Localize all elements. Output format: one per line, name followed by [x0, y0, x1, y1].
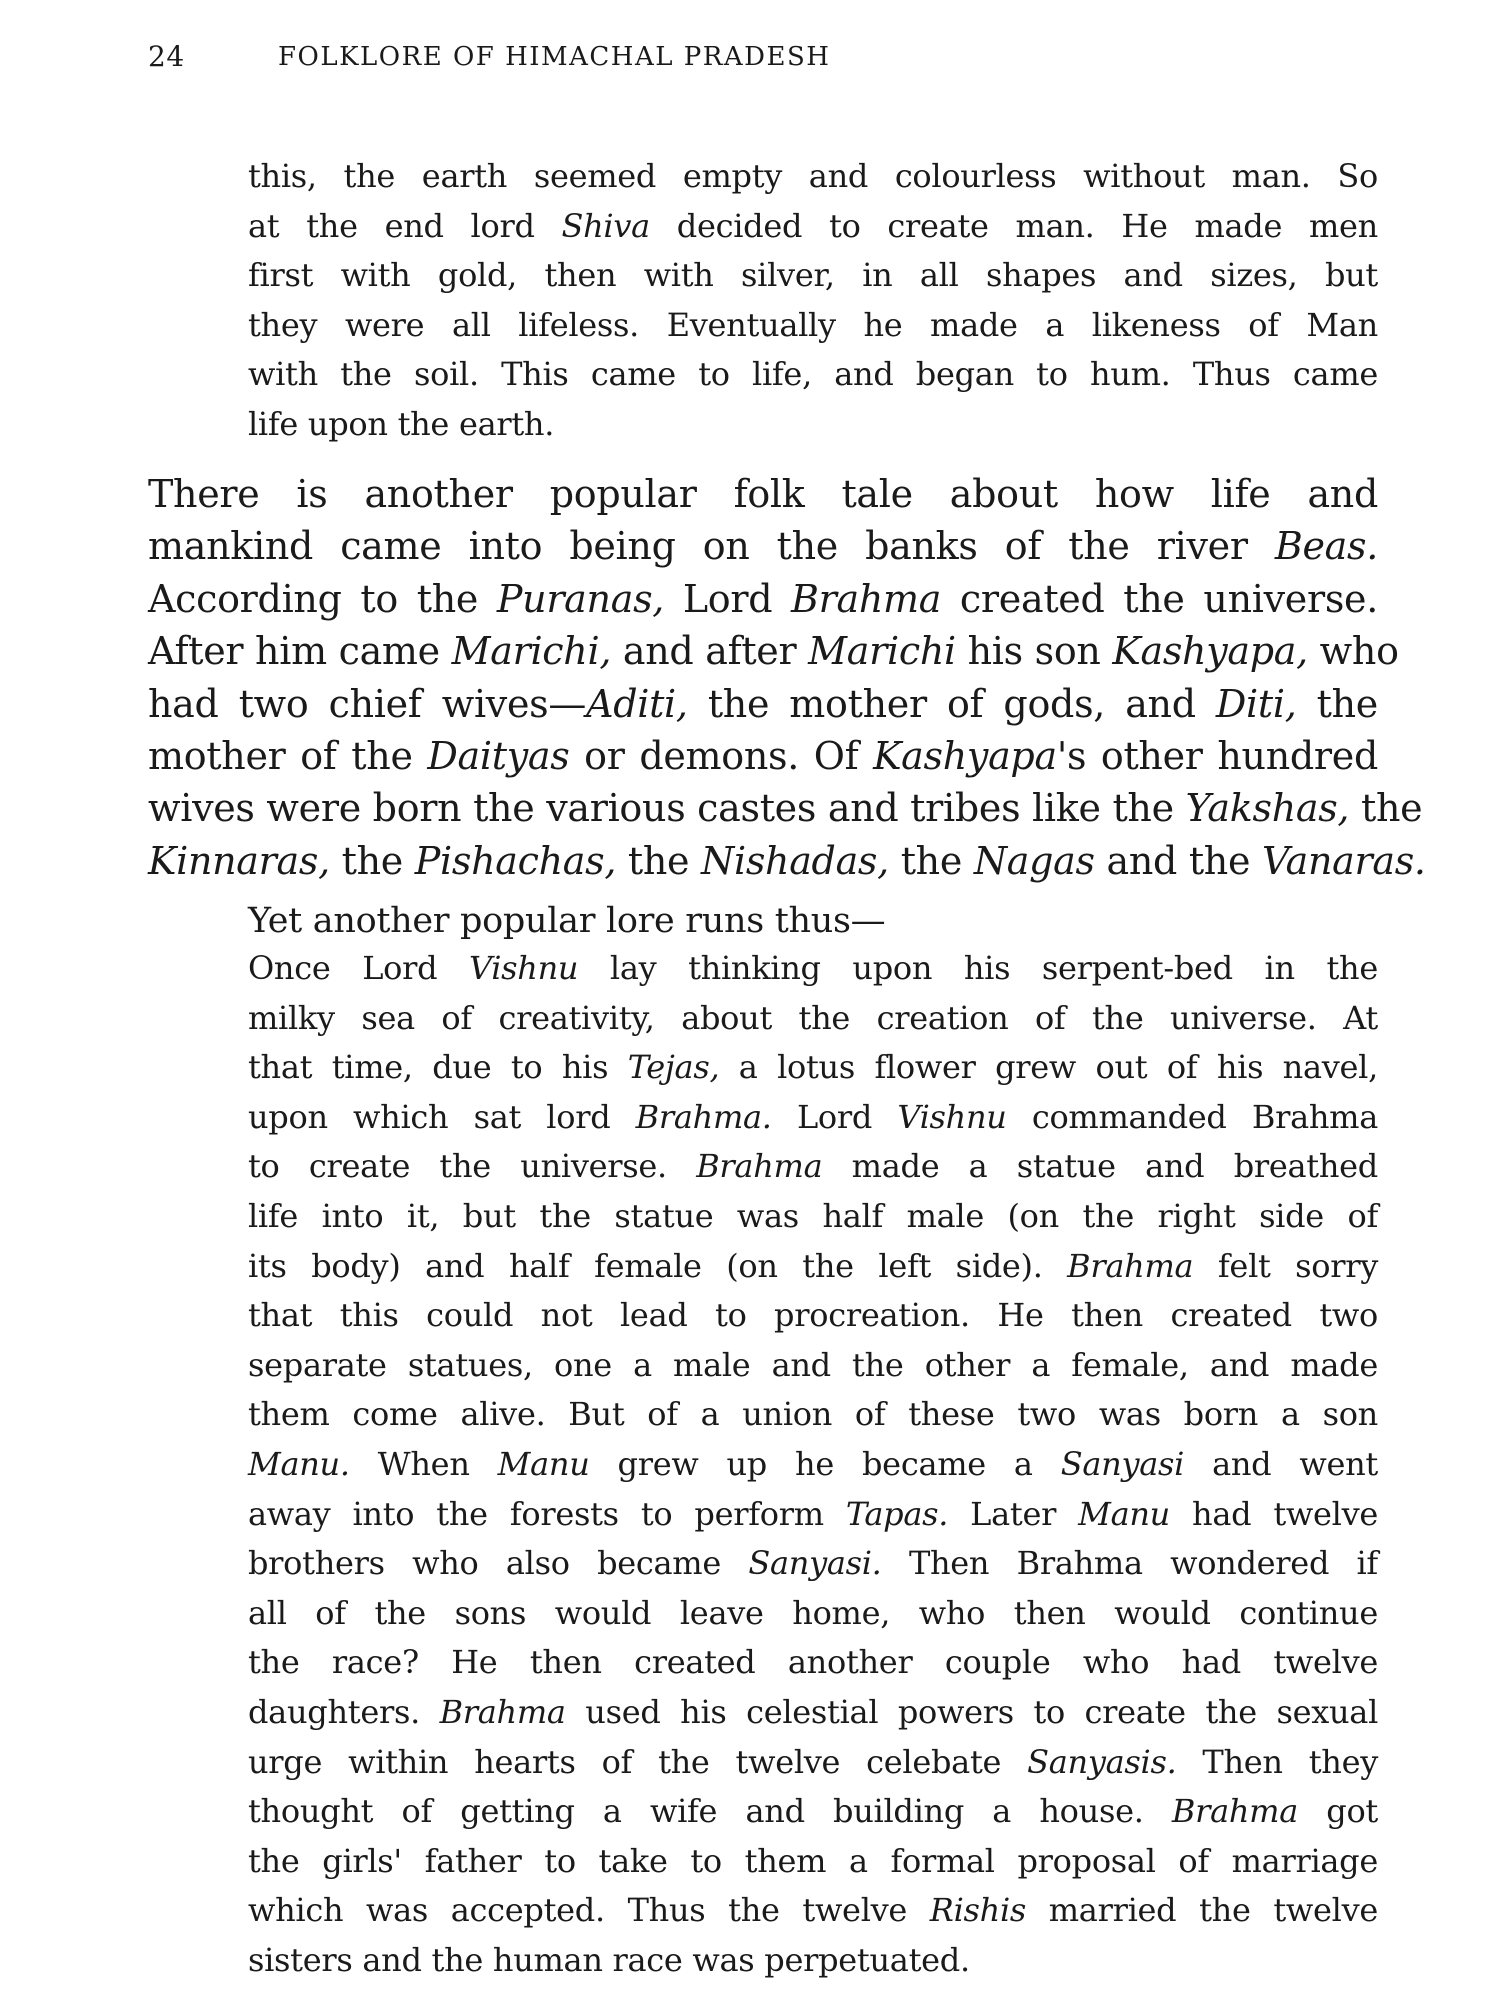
text-line: that time, due to his Tejas, a lotus flower grew out of his navel, [248, 1048, 1378, 1087]
text-line: had two chief wives—Aditi, the mother of gods, and Diti, the [148, 681, 1378, 726]
italic-term: Tapas. [845, 1494, 949, 1533]
text-line: daughters. Brahma used his celestial powers to create the sexual [248, 1692, 1379, 1731]
text-line: them come alive. But of a union of these two was born a son [248, 1395, 1378, 1434]
text-line: mother of the Daityas or demons. Of Kashyapa's other hundred [148, 734, 1379, 779]
text-line: the girls' father to take to them a formal proposal of marriage [248, 1841, 1378, 1880]
italic-term: Marichi, [451, 629, 612, 674]
italic-term: Beas. [1274, 524, 1378, 569]
text-line: this, the earth seemed empty and colourless without man. So [248, 157, 1378, 195]
page-number: 24 [148, 40, 185, 73]
italic-term: Brahma [1171, 1792, 1298, 1831]
page-header [148, 40, 1448, 80]
text-line: brothers who also became Sanyasi. Then Brahma wondered if [248, 1544, 1378, 1583]
italic-term: Vishnu [897, 1097, 1007, 1136]
text-line: Kinnaras, the Pishachas, the Nishadas, the Nagas and the Vanaras. [148, 838, 1426, 883]
text-line: life into it, but the statue was half male (on the right side of [248, 1196, 1378, 1235]
italic-term: Nishadas, [701, 838, 889, 883]
text-line: There is another popular folk tale about how life and [148, 472, 1378, 516]
paragraph-vishnu-lore [248, 944, 1378, 1985]
italic-term: Kashyapa [873, 734, 1057, 779]
italic-term: Brahma [791, 576, 942, 621]
italic-term: Aditi, [586, 681, 688, 726]
text-line: According to the Puranas, Lord Brahma created the universe. [148, 576, 1378, 621]
text-line: separate statues, one a male and the other a female, and made [248, 1345, 1378, 1384]
italic-term: Manu. [248, 1444, 350, 1483]
text-line: Manu. When Manu grew up he became a Sanyasi and went [248, 1444, 1378, 1483]
italic-term: Puranas, [496, 576, 665, 621]
italic-term: Nagas [973, 838, 1095, 883]
italic-term: Daityas [427, 734, 570, 779]
italic-term: Kinnaras, [148, 838, 330, 883]
italic-term: Marichi [808, 629, 956, 674]
text-line: away into the forests to perform Tapas. Later Manu had twelve [248, 1494, 1378, 1533]
paragraph-lore-intro [248, 897, 1148, 945]
text-line: sisters and the human race was perpetuated. [248, 1940, 970, 1979]
italic-term: Sanyasis. [1027, 1742, 1177, 1781]
text-line: first with gold, then with silver, in all shapes and sizes, but [248, 256, 1378, 295]
text-line: they were all lifeless. Eventually he made a likeness of Man [248, 305, 1378, 344]
italic-term: Brahma [1067, 1246, 1194, 1285]
italic-term: Brahma. [635, 1097, 772, 1136]
italic-term: Vanaras. [1261, 838, 1426, 883]
text-line: Yet another popular lore runs thus— [248, 901, 886, 941]
text-line: wives were born the various castes and tribes like the Yakshas, the [148, 786, 1423, 831]
italic-term: Yakshas, [1185, 786, 1350, 831]
italic-term: Manu [497, 1444, 590, 1483]
italic-term: Brahma [696, 1147, 823, 1186]
text-line: Once Lord Vishnu lay thinking upon his serpent-bed in the [248, 949, 1378, 987]
italic-term: Kashyapa, [1112, 629, 1308, 674]
italic-term: Brahma [439, 1692, 566, 1731]
italic-term: Diti, [1215, 681, 1297, 726]
text-line: mankind came into being on the banks of the river Beas. [148, 524, 1378, 569]
text-line: life upon the earth. [248, 404, 555, 443]
italic-term: Rishis [929, 1891, 1027, 1930]
paragraph-continuation [248, 152, 1378, 450]
paragraph-folk-tale-beas [148, 468, 1426, 887]
text-line: upon which sat lord Brahma. Lord Vishnu commanded Brahma [248, 1097, 1378, 1136]
text-line: its body) and half female (on the left side). Brahma felt sorry [248, 1246, 1379, 1285]
italic-term: Vishnu [468, 949, 579, 987]
italic-term: Tejas, [627, 1048, 720, 1087]
italic-term: Sanyasi [1060, 1444, 1185, 1483]
italic-term: Manu [1078, 1494, 1170, 1533]
text-line: with the soil. This came to life, and began to hum. Thus came [248, 355, 1378, 394]
text-line: that this could not lead to procreation. He then created two [248, 1296, 1378, 1335]
text-line: to create the universe. Brahma made a statue and breathed [248, 1147, 1378, 1186]
italic-term: Sanyasi. [748, 1544, 882, 1583]
italic-term: Shiva [561, 206, 650, 245]
text-line: thought of getting a wife and building a house. Brahma got [248, 1792, 1378, 1831]
text-line: which was accepted. Thus the twelve Rishis married the twelve [248, 1891, 1378, 1930]
italic-term: Pishachas, [414, 838, 617, 883]
text-line: at the end lord Shiva decided to create man. He made men [248, 206, 1378, 245]
text-line: the race? He then created another couple who had twelve [248, 1643, 1378, 1682]
text-line: all of the sons would leave home, who then would continue [248, 1593, 1378, 1632]
text-line: urge within hearts of the twelve celebate Sanyasis. Then they [248, 1742, 1378, 1781]
text-line: milky sea of creativity, about the creation of the universe. At [248, 998, 1378, 1037]
text-line: After him came Marichi, and after Marichi his son Kashyapa, who [148, 629, 1399, 674]
running-head: FOLKLORE OF HIMACHAL PRADESH [278, 42, 831, 72]
